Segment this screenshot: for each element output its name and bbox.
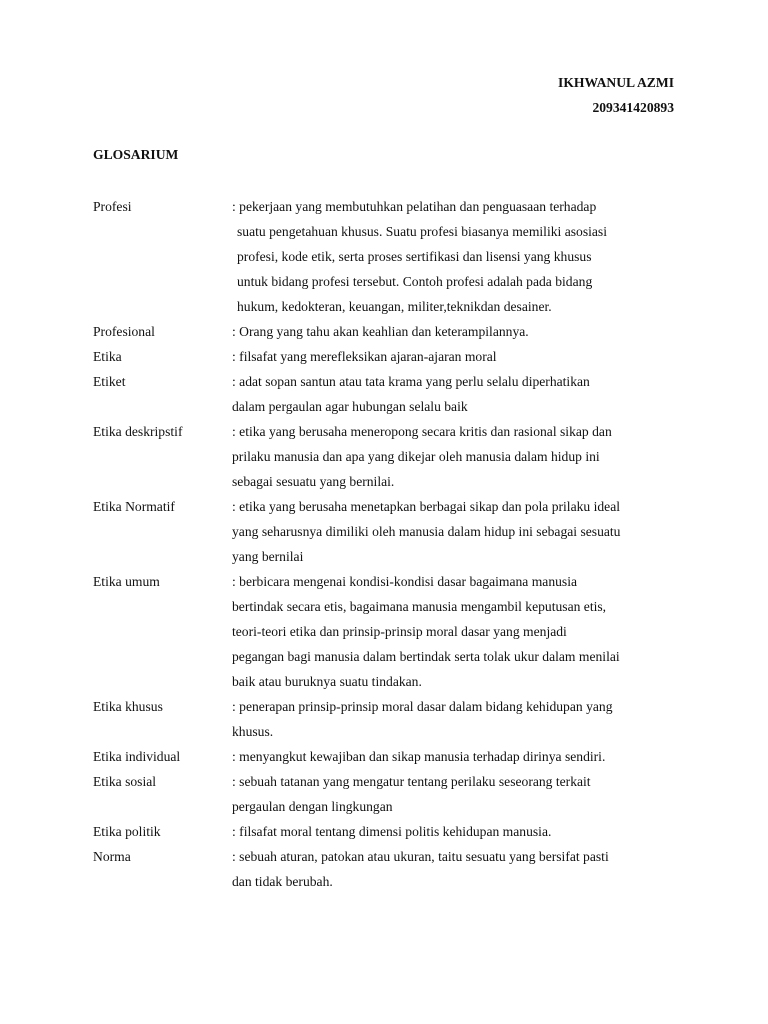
author-name: IKHWANUL AZMI: [558, 75, 674, 90]
definition-line: teori-teori etika dan prinsip-prinsip moral dasar yang menjadi: [232, 624, 567, 639]
definition-line: dan tidak berubah.: [232, 874, 333, 889]
definition-line: untuk bidang profesi tersebut. Contoh profesi adalah pada bidang: [237, 274, 593, 289]
glossary-definition: [232, 319, 683, 344]
definition-line: profesi, kode etik, serta proses sertifikasi dan lisensi yang khusus: [237, 249, 592, 264]
definition-line: bertindak secara etis, bagaimana manusia mengambil keputusan etis,: [232, 599, 607, 614]
definition-line: khusus.: [232, 724, 274, 739]
definition-line: yang bernilai: [232, 549, 304, 564]
definition-line: : pekerjaan yang membutuhkan pelatihan dan penguasaan terhadap: [232, 199, 597, 214]
definition-line: suatu pengetahuan khusus. Suatu profesi biasanya memiliki asosiasi: [237, 224, 607, 239]
page-title: GLOSARIUM: [93, 147, 179, 162]
glossary-term: Etika politik: [93, 824, 161, 839]
definition-line: dalam pergaulan agar hubungan selalu baik: [232, 399, 468, 414]
author-id: 209341420893: [592, 100, 674, 115]
glossary-entry: [93, 419, 683, 494]
definition-line: baik atau buruknya suatu tindakan.: [232, 674, 422, 689]
definition-line: : menyangkut kewajiban dan sikap manusia terhadap dirinya sendiri.: [232, 749, 606, 764]
glossary-definition: [232, 769, 683, 819]
glossary-term: Etiket: [93, 374, 126, 389]
glossary-entry: [93, 769, 683, 819]
definition-line: pergaulan dengan lingkungan: [232, 799, 393, 814]
definition-line: yang seharusnya dimiliki oleh manusia dalam hidup ini sebagai sesuatu: [232, 524, 621, 539]
glossary-definition: [232, 369, 683, 419]
glossary-entry: [93, 844, 683, 894]
glossary-definition: [232, 569, 683, 694]
glossary-term: Etika: [93, 349, 122, 364]
glossary-definition: [232, 194, 683, 319]
definition-line: : etika yang berusaha meneropong secara kritis dan rasional sikap dan: [232, 424, 612, 439]
definition-line: : adat sopan santun atau tata krama yang perlu selalu diperhatikan: [232, 374, 590, 389]
definition-line: pegangan bagi manusia dalam bertindak serta tolak ukur dalam menilai: [232, 649, 620, 664]
glossary-term: Etika individual: [93, 749, 181, 764]
glossary-term: Etika khusus: [93, 699, 163, 714]
glossary-term: Profesional: [93, 324, 155, 339]
definition-line: : filsafat moral tentang dimensi politis kehidupan manusia.: [232, 824, 552, 839]
definition-line: hukum, kedokteran, keuangan, militer,teknikdan desainer.: [237, 299, 552, 314]
glossary-list: [93, 194, 683, 894]
glossary-definition: [232, 744, 683, 769]
glossary-entry: [93, 194, 683, 319]
glossary-term: Profesi: [93, 199, 132, 214]
glossary-term: Etika deskripstif: [93, 424, 183, 439]
definition-line: : sebuah tatanan yang mengatur tentang perilaku seseorang terkait: [232, 774, 591, 789]
glossary-definition: [232, 419, 683, 494]
glossary-entry: [93, 569, 683, 694]
glossary-entry: [93, 744, 683, 769]
glossary-term: Etika sosial: [93, 774, 157, 789]
glossary-definition: [232, 694, 683, 744]
glossary-entry: [93, 319, 683, 344]
author-block: [558, 70, 674, 120]
glossary-term: Etika umum: [93, 574, 160, 589]
glossary-term: Norma: [93, 849, 131, 864]
definition-line: : Orang yang tahu akan keahlian dan keterampilannya.: [232, 324, 529, 339]
glossary-entry: [93, 819, 683, 844]
definition-line: : sebuah aturan, patokan atau ukuran, taitu sesuatu yang bersifat pasti: [232, 849, 609, 864]
glossary-definition: [232, 344, 683, 369]
definition-line: : berbicara mengenai kondisi-kondisi dasar bagaimana manusia: [232, 574, 578, 589]
definition-line: prilaku manusia dan apa yang dikejar oleh manusia dalam hidup ini: [232, 449, 600, 464]
glossary-entry: [93, 369, 683, 419]
definition-line: : filsafat yang merefleksikan ajaran-ajaran moral: [232, 349, 497, 364]
glossary-entry: [93, 344, 683, 369]
glossary-definition: [232, 819, 683, 844]
definition-line: : etika yang berusaha menetapkan berbagai sikap dan pola prilaku ideal: [232, 499, 621, 514]
definition-line: sebagai sesuatu yang bernilai.: [232, 474, 395, 489]
glossary-entry: [93, 494, 683, 569]
glossary-entry: [93, 694, 683, 744]
glossary-definition: [232, 844, 683, 894]
glossary-definition: [232, 494, 683, 569]
glossary-term: Etika Normatif: [93, 499, 175, 514]
definition-line: : penerapan prinsip-prinsip moral dasar dalam bidang kehidupan yang: [232, 699, 613, 714]
